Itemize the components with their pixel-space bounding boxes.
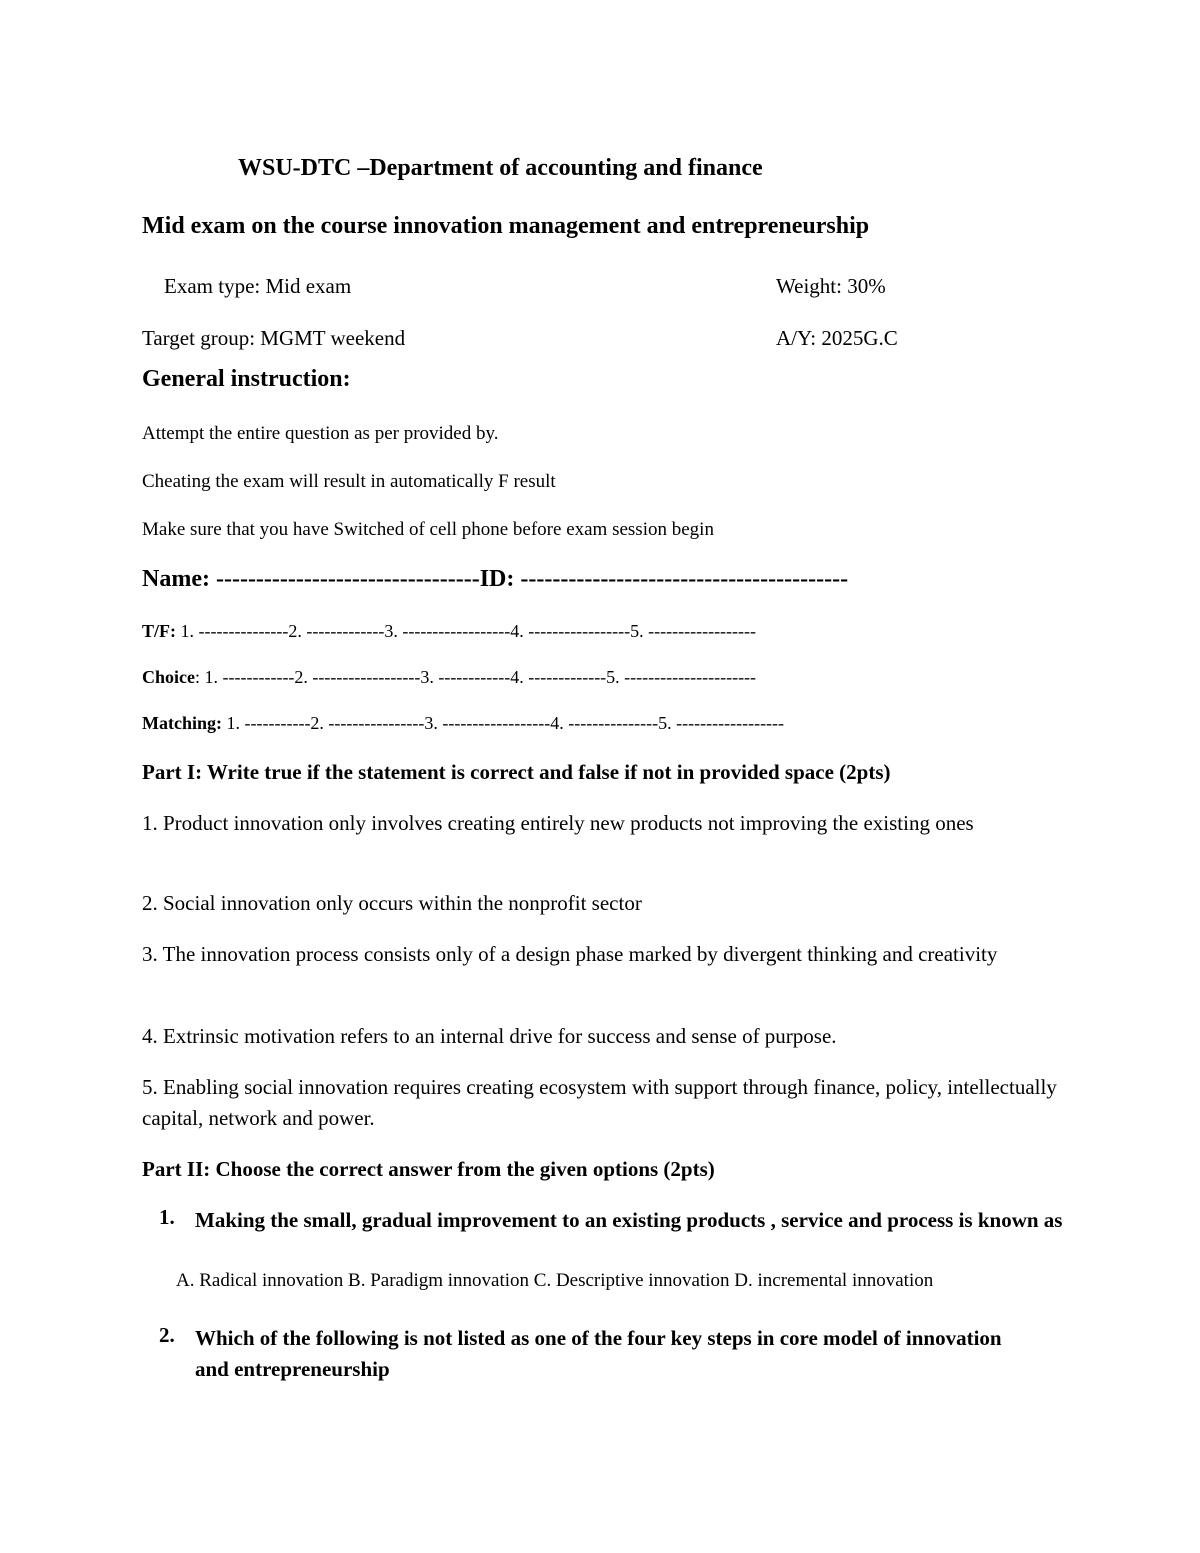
instruction-item: Cheating the exam will result in automatically F result bbox=[142, 471, 556, 492]
answer-row-label: T/F: bbox=[142, 621, 176, 641]
part1-question: 5. Enabling social innovation requires creating ecosystem with support through finance, policy, intellectually capital, network and power. bbox=[142, 1075, 1057, 1130]
exam-weight: Weight: 30% bbox=[776, 274, 886, 298]
id-label: ID: bbox=[479, 566, 515, 592]
mcq-stem: Making the small, gradual improvement to an existing products , service and process is known as bbox=[195, 1208, 1063, 1232]
exam-type: Exam type: Mid exam bbox=[164, 274, 352, 298]
part1-question: 3. The innovation process consists only of a design phase marked by divergent thinking and creativity bbox=[142, 942, 998, 966]
academic-year: A/Y: 2025G.C bbox=[776, 326, 898, 350]
part1-question: 4. Extrinsic motivation refers to an internal drive for success and sense of purpose. bbox=[142, 1024, 837, 1048]
mcq-options: A. Radical innovation B. Paradigm innovation C. Descriptive innovation D. incremental innovation bbox=[176, 1270, 934, 1291]
part1-question: 1. Product innovation only involves creating entirely new products not improving the existing ones bbox=[142, 811, 974, 835]
mcq-stem: Which of the following is not listed as one of the four key steps in core model of innovation and entrepreneurship bbox=[195, 1326, 1002, 1381]
mcq-number: 2. bbox=[159, 1323, 175, 1347]
exam-subtitle: Mid exam on the course innovation management and entrepreneurship bbox=[142, 213, 870, 239]
target-group: Target group: MGMT weekend bbox=[142, 326, 406, 350]
answer-row-blanks: : 1. ------------2. ------------------3. ------------4. -------------5. ---------------------- bbox=[195, 667, 757, 687]
part1-question: 2. Social innovation only occurs within the nonprofit sector bbox=[142, 891, 642, 915]
part2-heading: Part II: Choose the correct answer from the given options (2pts) bbox=[142, 1157, 715, 1181]
part1-heading: Part I: Write true if the statement is correct and false if not in provided space (2pts) bbox=[142, 760, 891, 784]
instructions-heading: General instruction: bbox=[142, 366, 351, 392]
answer-row-tf bbox=[142, 621, 756, 642]
id-blank: ----------------------------------------- bbox=[514, 566, 849, 592]
name-id-line bbox=[142, 566, 848, 593]
answer-row-choice bbox=[142, 667, 756, 688]
department-title: WSU-DTC –Department of accounting and finance bbox=[238, 155, 763, 181]
instruction-item: Make sure that you have Switched of cell phone before exam session begin bbox=[142, 519, 714, 540]
answer-row-label: Matching: bbox=[142, 713, 222, 733]
answer-row-matching bbox=[142, 713, 784, 734]
name-label: Name: bbox=[142, 566, 210, 592]
answer-row-blanks: 1. -----------2. ----------------3. ------------------4. ---------------5. ------------------ bbox=[222, 713, 785, 733]
instruction-item: Attempt the entire question as per provided by. bbox=[142, 423, 499, 444]
answer-row-label: Choice bbox=[142, 667, 195, 687]
answer-row-blanks: 1. ---------------2. -------------3. ------------------4. -----------------5. ------------------ bbox=[176, 621, 757, 641]
mcq-number: 1. bbox=[159, 1205, 175, 1229]
name-blank: --------------------------------- bbox=[209, 566, 480, 592]
